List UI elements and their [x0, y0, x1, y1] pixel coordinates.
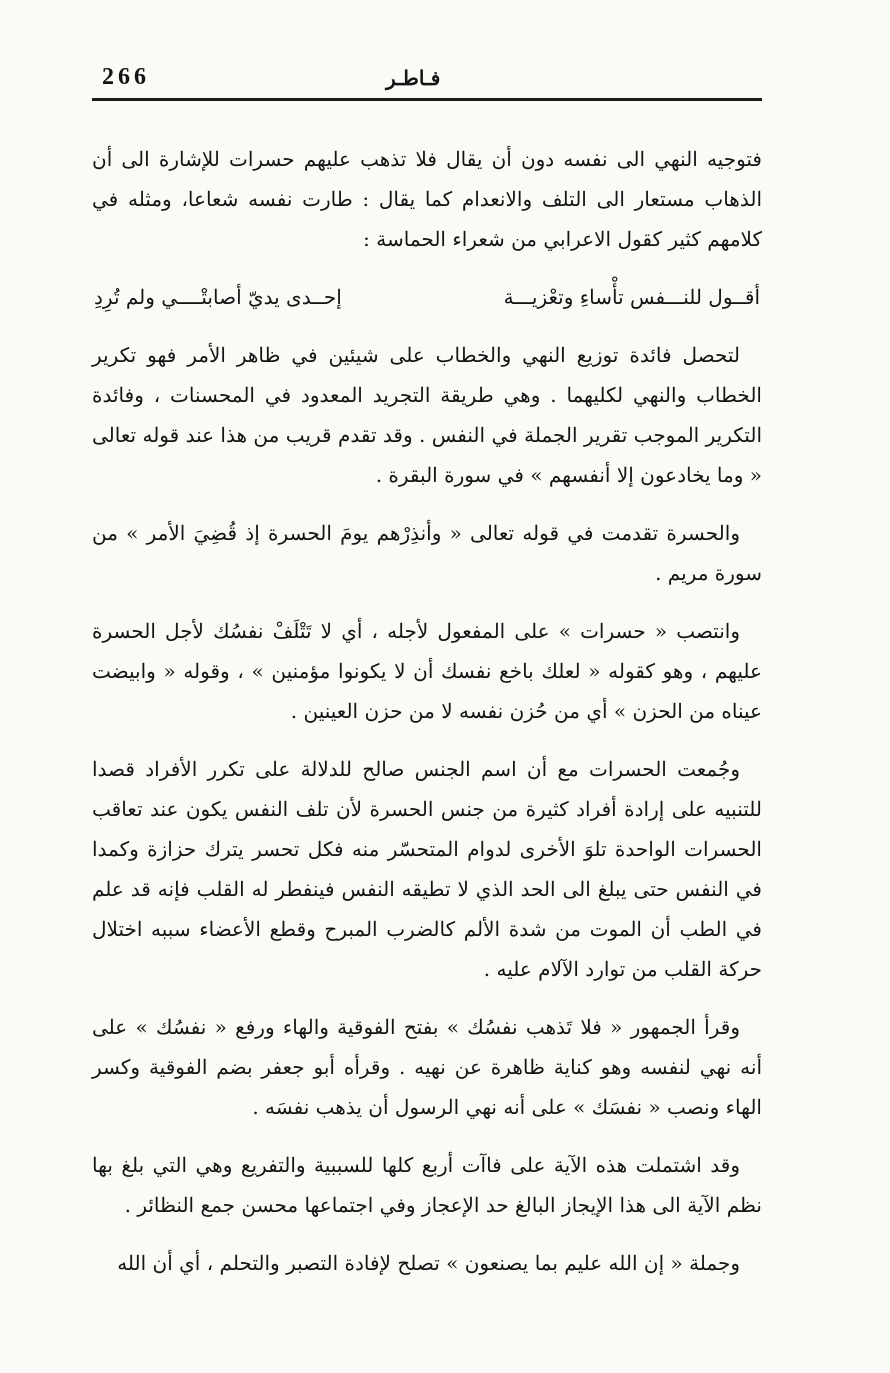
body-text [92, 139, 762, 1283]
verse-first-hemistich: أقــول للنـــفس تأْساءِ وتعْزيـــة [503, 285, 760, 309]
paragraph-6: وقرأ الجمهور « فلا تَذهب نفسُك » بفتح الفوقية والهاء ورفع « نفسُك » على أنه نهي لنفسه وهو كناية ظاهرة عن نهيه . وقرأه أبو جعفر بضم الفوقية وكسر الهاء ونصب « نفسَك » على أنه نهي الرسول أن يذهب نفسَه . [92, 1015, 762, 1119]
running-title: فـاطـر [386, 66, 441, 90]
paragraph-5: وجُمعت الحسرات مع أن اسم الجنس صالح للدلالة على تكرر الأفراد قصدا للتنبيه على إرادة أفراد كثيرة من جنس الحسرة لأن تلف النفس يكون عند تعاقب الحسرات الواحدة تلوَ الأخرى لدوام المتحسّر منه فكل تحسر يترك حزازة وكمدا في النفس حتى يبلغ الى الحد الذي لا تطيقه النفس فينفطر له القلب فإنه قد علم في الطب أن الموت من شدة الألم كالضرب المبرح وقطع الأعضاء سببه اختلال حركة القلب من توارد الآلام عليه . [92, 757, 762, 981]
paragraph-4: وانتصب « حسرات » على المفعول لأجله ، أي لا تَتْلَفْ نفسُك لأجل الحسرة عليهم ، وهو كقوله « لعلك باخع نفسك أن لا يكونوا مؤمنين » ، وقوله « وابيضت عيناه من الحزن » أي من حُزن نفسه لا من حزن العينين . [92, 619, 762, 723]
paragraph-1: فتوجيه النهي الى نفسه دون أن يقال فلا تذهب عليهم حسرات للإشارة الى أن الذهاب مستعار الى التلف والانعدام كما يقال : طارت نفسه شعاعا، ومثله في كلامهم كثير كقول الاعرابي من شعراء الحماسة : [92, 147, 762, 251]
book-page [92, 52, 762, 1352]
page-number: 266 [102, 64, 150, 90]
paragraph-7: وقد اشتملت هذه الآية على فاآت أربع كلها للسببية والتفريع وهي التي بلغ بها نظم الآية الى هذا الإيجاز البالغ حد الإعجاز وفي اجتماعها محسن جمع النظائر . [92, 1153, 762, 1217]
verse-second-hemistich: إحــدى يديّ أصابتْــــي ولم تُرِدِ [94, 285, 342, 309]
paragraph-2: لتحصل فائدة توزيع النهي والخطاب على شيئين في ظاهر الأمر فهو تكرير الخطاب والنهي لكليهما . وهي طريقة التجريد المعدود في المحسنات ، وفائدة التكرير الموجب تقرير الجملة في النفس . وقد تقدم قريب من هذا عند قوله تعالى « وما يخادعون إلا أنفسهم » في سورة البقرة . [92, 343, 762, 487]
page-header [92, 52, 762, 101]
paragraph-3: والحسرة تقدمت في قوله تعالى « وأنذِرْهم يومَ الحسرة إذ قُضِيَ الأمر » من سورة مريم . [92, 521, 762, 585]
paragraph-8: وجملة « إن الله عليم بما يصنعون » تصلح لإفادة التصبر والتحلم ، أي أن الله [117, 1251, 740, 1275]
poetry-verse [92, 277, 762, 317]
